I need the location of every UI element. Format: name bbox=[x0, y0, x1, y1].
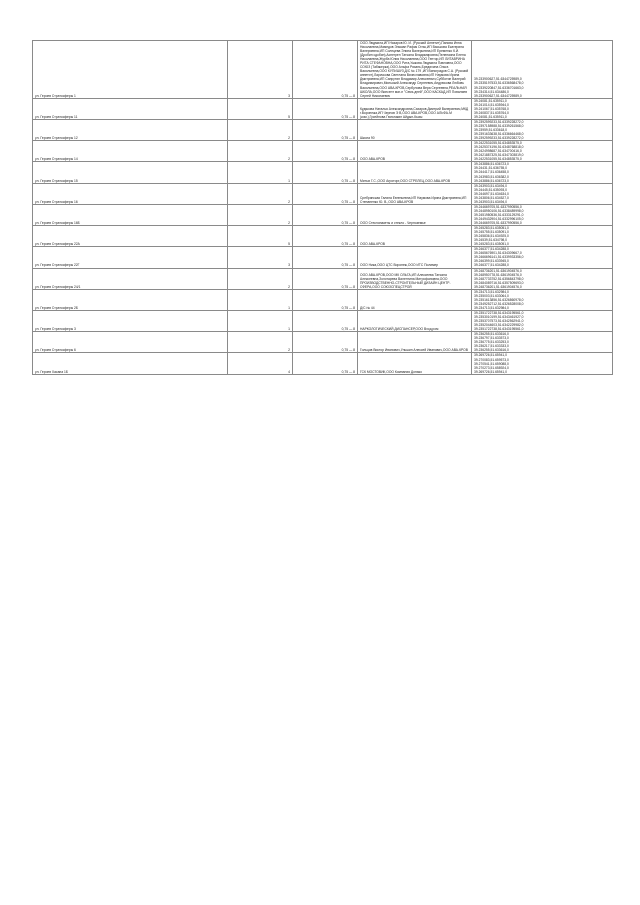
organizations-cell: ООО АВА-КРОВ bbox=[358, 226, 472, 247]
address-cell: ул. Героев Стратосферы 14 bbox=[33, 141, 228, 162]
coordinates-cell: 39.2422531055,51.634853575,0 39.2425374196,51.6348768818,0 39.2424998687,51.634700416,0 39.2421887325,51.6347303819,0 39.2422531055,51.634853575,0 bbox=[472, 141, 613, 162]
table-row bbox=[33, 204, 613, 225]
address-cell: ул. Героев Стратосферы 2Б bbox=[33, 289, 228, 310]
table-row bbox=[33, 247, 613, 268]
volume-cell: 0,75 — 8 bbox=[293, 204, 358, 225]
container-count-cell: 2 bbox=[228, 332, 293, 353]
table-row bbox=[33, 332, 613, 353]
container-count-cell: 2 bbox=[228, 119, 293, 140]
address-cell: ул. Героев Стратосферы 6 bbox=[33, 332, 228, 353]
volume-cell: 0,75 — 8 bbox=[293, 311, 358, 332]
volume-cell: 0,75 — 8 bbox=[293, 183, 358, 204]
volume-cell: 0,75 — 8 bbox=[293, 226, 358, 247]
container-count-cell: 2 bbox=[228, 268, 293, 289]
coordinates-cell: 39.233900627,51.6344725989,0 39.2335197533,51.6336568478,0 39.2339220847,51.6336701663,0 39.234314,51.634486,0 39.233900627,51.6344725989,0 bbox=[472, 41, 613, 99]
volume-cell: 0,75 — 8 bbox=[293, 332, 358, 353]
container-count-cell: 3 bbox=[228, 41, 293, 99]
address-cell: ул. Героев Стратосферы 16 bbox=[33, 183, 228, 204]
table-row bbox=[33, 268, 613, 289]
container-count-cell: 1 bbox=[228, 289, 293, 310]
container-count-cell: 2 bbox=[228, 183, 293, 204]
organizations-cell: ООО Ника,ООО ЦТС Воронеж,ООО ИТС Полимер bbox=[358, 247, 472, 268]
coordinates-cell: 39.2392599233,51.6339228272,0 39.2397158988,51.6339261568,0 39.23959,51.633618,0 39.2391633638,51.6336664468,0 39.2392599233,51.6339228272,0 bbox=[472, 119, 613, 140]
table-row bbox=[33, 226, 613, 247]
coordinates-cell: 39.234713,51.632984,0 39.235003,51.633064,0 39.2351613856,51.6326860978,0 39.2349252712,51.6326528008,0 39.234713,51.632984,0 bbox=[472, 289, 613, 310]
table-row bbox=[33, 183, 613, 204]
container-count-cell: 1 bbox=[228, 162, 293, 183]
table-row bbox=[33, 162, 613, 183]
organizations-cell: Кудякова Наталья Александровна,Сахаров Дмитрий Валериевич,МКД г.Воронежа,ИП Чернов Э В,ООО АВА-КРОВ,ООО АЛЬФА-М (ком.),Гусейнова Гюльтакин Айдын-Кызы bbox=[358, 98, 472, 119]
coordinates-cell: 39.236255,51.633616,0 39.236797,51.633573,0 39.236775,51.633253,0 39.236217,51.633333,0 39.236255,51.633616,0 bbox=[472, 332, 613, 353]
coordinates-cell: 39.2351722738,51.6343195561,0 39.2353010199,51.6343461927,0 39.2353707573,51.6342562941,0 39.2352044603,51.6342229982,0 39.2351722738,51.6343195561,0 bbox=[472, 311, 613, 332]
coordinates-cell: 39.248736201,51.6361904576,0 39.248950778,51.6361904576,0 39.2487733752,51.6356843798,0 39.2484089716,51.6357509693,0 39.248736201,51.6361904576,0 bbox=[472, 268, 613, 289]
container-count-cell: 2 bbox=[228, 141, 293, 162]
coordinates-cell: 39.245283,51.635051,0 39.245755,51.635091,0 39.245836,51.634925,0 39.24539,51.634798,0 39.245283,51.635051,0 bbox=[472, 226, 613, 247]
registry-table bbox=[32, 40, 613, 375]
coordinates-cell: 39.243903,51.63494,0 39.24445,51.635093,0 39.244697,51.634634,0 39.243806,51.634527,0 39.243903,51.63494,0 bbox=[472, 183, 613, 204]
volume-cell: 0,75 — 8 bbox=[293, 119, 358, 140]
volume-cell: 0,75 — 8 bbox=[293, 141, 358, 162]
table-row bbox=[33, 353, 613, 374]
address-cell: ул. Героев Хасана 1Б bbox=[33, 353, 228, 374]
table-row bbox=[33, 311, 613, 332]
organizations-cell: НАРКОЛОГИЧЕСКИЙ ДИСПАНСЕР,ООО Вход.ром bbox=[358, 311, 472, 332]
table-row bbox=[33, 98, 613, 119]
coordinates-cell: 39.269726,51.65941,0 39.270083,51.659573,0 39.270541,51.659088,0 39.270273,51.658924,0 39.269726,51.65941,0 bbox=[472, 353, 613, 374]
container-count-cell: 5 bbox=[228, 226, 293, 247]
container-count-cell: 5 bbox=[228, 98, 293, 119]
organizations-cell: ООО Людмила,ИП Назаров Ю. И. (Русский Аппетит),Панова Инна Николаевна,Мамедов Эльман Рафик Оглы,ИП Васькова Екатерина Валериевна,ИП Солнцева Элина Валерьевна,ИП Еременко К.И.(Дробин сдобин),Аспегрен Татьяна Владимировна,Пеленкина Елена Николаевна,Журба Юлия Николаевна,ООО Гентор,ИП ЛИТАВРИНА РИТА СТЕФАНОВНА,ООО Рита,Ушкова Людмила Павловна,ООО СОЮЗ (Табакерка),ООО Альфа Рязань,Бредихина Ольга Васильевна,ООО КУПИШУЗ,Д/С № 179 ,ИП Виноградов С.А. (Русский аппетит),Ларичкова Светлана Вячеславовна,ИП Наумова Ирина Дмитриевна,ИП Сапрутин Владимир Алексеевич,Субботин Валерий Владимирович,Мильский Александр Сергеевич,Андрюкова Любовь Васильевна,ООО АВА-КРОВ,Сербулова Вера Сергеевна,РЕАЛЬНАЯ ШКОЛА,ООО Винсент маг-н "Семь дней",ООО КАСКАД,ИП Поваляев Сергей Николаевич bbox=[358, 41, 472, 99]
table-row bbox=[33, 41, 613, 99]
organizations-cell: ООО АВА-КРОВ bbox=[358, 141, 472, 162]
organizations-cell: ООО АВА-КРОВ,ООО МК ОЛЬГА,ИП Алексеева Татьяна Алексеевна,Золотарева Валентина Митрофановна,ООО ПРОИЗВОДСТВЕННО-СТРОИТЕЛЬНЫЙ ДИЗАЙН ЦЕНТР-СФЕРА,ООО СОЮЗСПЕЦСТРОЙ bbox=[358, 268, 472, 289]
address-cell: ул. Героев Стратосферы 22Г bbox=[33, 247, 228, 268]
organizations-cell: Школа 90 bbox=[358, 119, 472, 140]
address-cell: ул. Героев Стратосферы 1 bbox=[33, 41, 228, 99]
volume-cell: 0,75 — 8 bbox=[293, 162, 358, 183]
organizations-cell: ГСК МОСТОВИК,ООО Компания Донако bbox=[358, 353, 472, 374]
organizations-cell: Гольцов Виктор Иванович,Ульшин Алексей Иванович,ООО АВА-КРОВ bbox=[358, 332, 472, 353]
address-cell: ул. Героев Стратосферы 24/1 bbox=[33, 268, 228, 289]
coordinates-cell: 39.246377,51.634288,0 39.2465676901,51.634309667,0 39.2466696141,51.6339933356,0 39.246399,51.633945,0 39.246377,51.634288,0 bbox=[472, 247, 613, 268]
table-row bbox=[33, 119, 613, 140]
coordinates-cell: 39.24081,51.635911,0 39.241014,51.635944,0 39.241067,51.635768,0 39.240837,51.635764,0 39.24081,51.635911,0 bbox=[472, 98, 613, 119]
coordinates-cell: 39.244669705,51.6337990556,0 39.2448950106,51.6338489998,0 39.2451980536,51.6333129291,0 39.2449432904,51.6332996105,0 39.244669705,51.6337990556,0 bbox=[472, 204, 613, 225]
coordinates-cell: 39.243886,51.636723,0 39.24431,51.636755,0 39.244417,51.636458,0 39.243983,51.636382,0 39.243886,51.636723,0 bbox=[472, 162, 613, 183]
container-count-cell: 1 bbox=[228, 311, 293, 332]
address-cell: ул. Героев Стратосферы 11 bbox=[33, 98, 228, 119]
organizations-cell: Митых Г.С.,ООО Агроторг,ООО СТРЕЛЕЦ,ООО АВА-КРОВ bbox=[358, 162, 472, 183]
address-cell: ул. Героев Стратосферы 15 bbox=[33, 162, 228, 183]
container-count-cell: 4 bbox=[228, 353, 293, 374]
volume-cell: 0,75 — 8 bbox=[293, 98, 358, 119]
address-cell: ул. Героев Стратосферы 12 bbox=[33, 119, 228, 140]
volume-cell: 0,75 — 8 bbox=[293, 353, 358, 374]
table-row bbox=[33, 289, 613, 310]
container-count-cell: 2 bbox=[228, 204, 293, 225]
organizations-cell: Д/С № 44 bbox=[358, 289, 472, 310]
volume-cell: 0,75 — 8 bbox=[293, 289, 358, 310]
container-count-cell: 3 bbox=[228, 247, 293, 268]
organizations-cell: Сребрянская Галина Евгеньевна,ИП Наумова Ирина Дмитриевна,ИП Степаненко Ю. В.,ООО АВА-КРОВ bbox=[358, 183, 472, 204]
address-cell: ул. Героев Стратосферы 22А bbox=[33, 226, 228, 247]
volume-cell: 0,75 — 8 bbox=[293, 268, 358, 289]
volume-cell: 0,75 — 8 bbox=[293, 247, 358, 268]
volume-cell: 0,75 — 8 bbox=[293, 41, 358, 99]
address-cell: ул. Героев Стратосферы 3 bbox=[33, 311, 228, 332]
table-row bbox=[33, 141, 613, 162]
organizations-cell: ООО Стеклопакеты и стекло - Черноземье bbox=[358, 204, 472, 225]
address-cell: ул. Героев Стратосферы 16Б bbox=[33, 204, 228, 225]
